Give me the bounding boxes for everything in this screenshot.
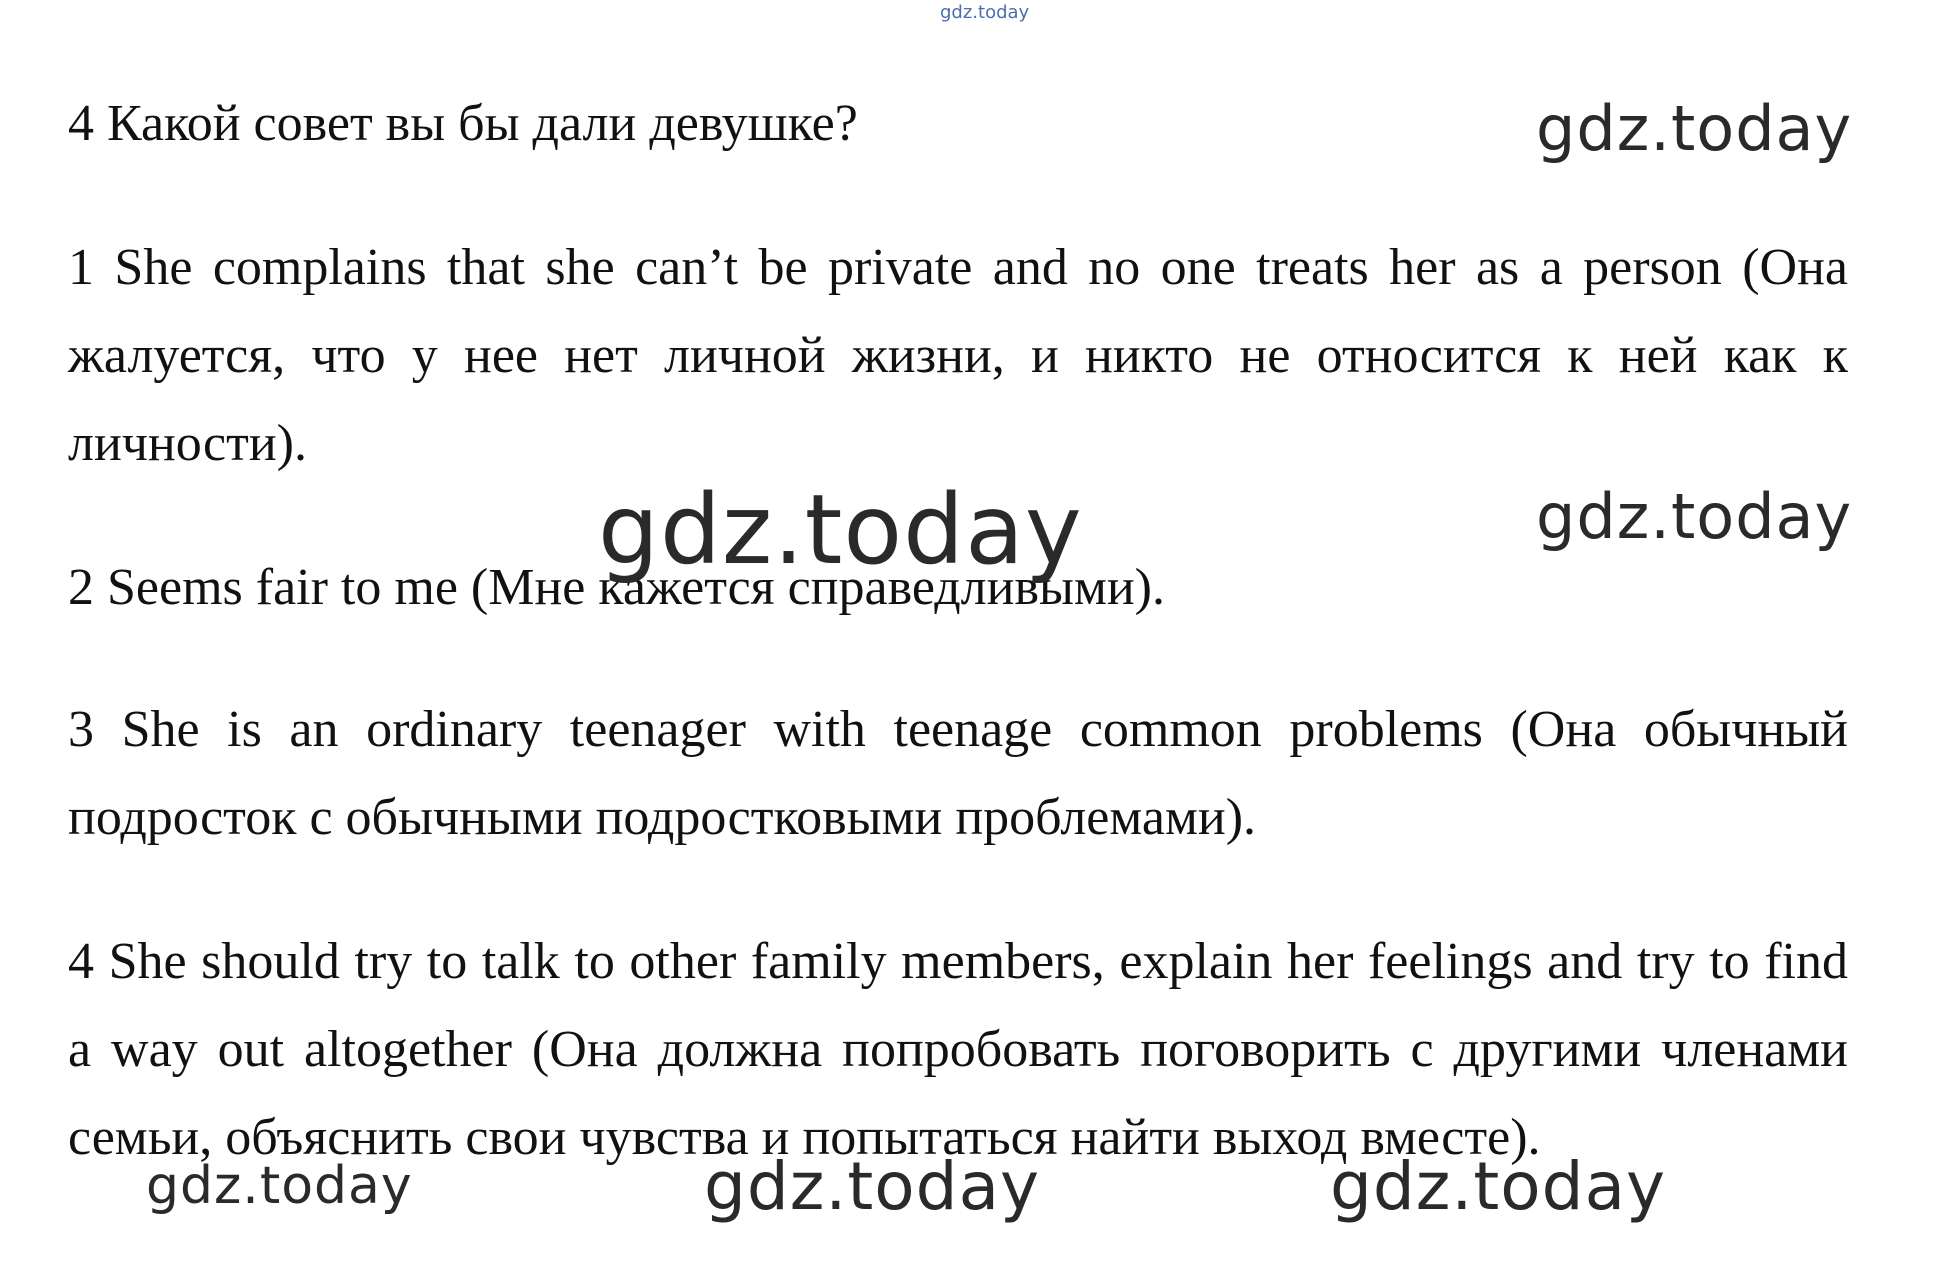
watermark-right-2: gdz.today — [1536, 480, 1853, 553]
answer-2: 2 Seems fair to me (Мне кажется справедливыми). — [68, 559, 1166, 616]
watermark-bottom-right: gdz.today — [1330, 1148, 1667, 1225]
answer-3: 3 She is an ordinary teenager with teenage common problems (Она обычный подросток с обычными подростковыми проблемами). — [68, 701, 1848, 846]
watermark-top: gdz.today — [940, 2, 1030, 23]
answer-1: 1 She complains that she can’t be private and no one treats her as a person (Она жалуется, что у нее нет личной жизни, и никто не относится к ней как к личности). — [68, 239, 1848, 472]
watermark-center-large: gdz.today — [598, 474, 1083, 586]
watermark-right-1: gdz.today — [1536, 92, 1853, 165]
question-text: 4 Какой совет вы бы дали девушке? — [68, 95, 858, 152]
watermark-bottom-center: gdz.today — [704, 1148, 1041, 1225]
answer-4: 4 She should try to talk to other family members, explain her feelings and try to find a way out altogether (Она должна попробовать поговорить с другими членами семьи, объяснить свои чувства и попытаться найти выход вместе). — [68, 933, 1848, 1166]
watermark-bottom-left: gdz.today — [146, 1156, 413, 1216]
